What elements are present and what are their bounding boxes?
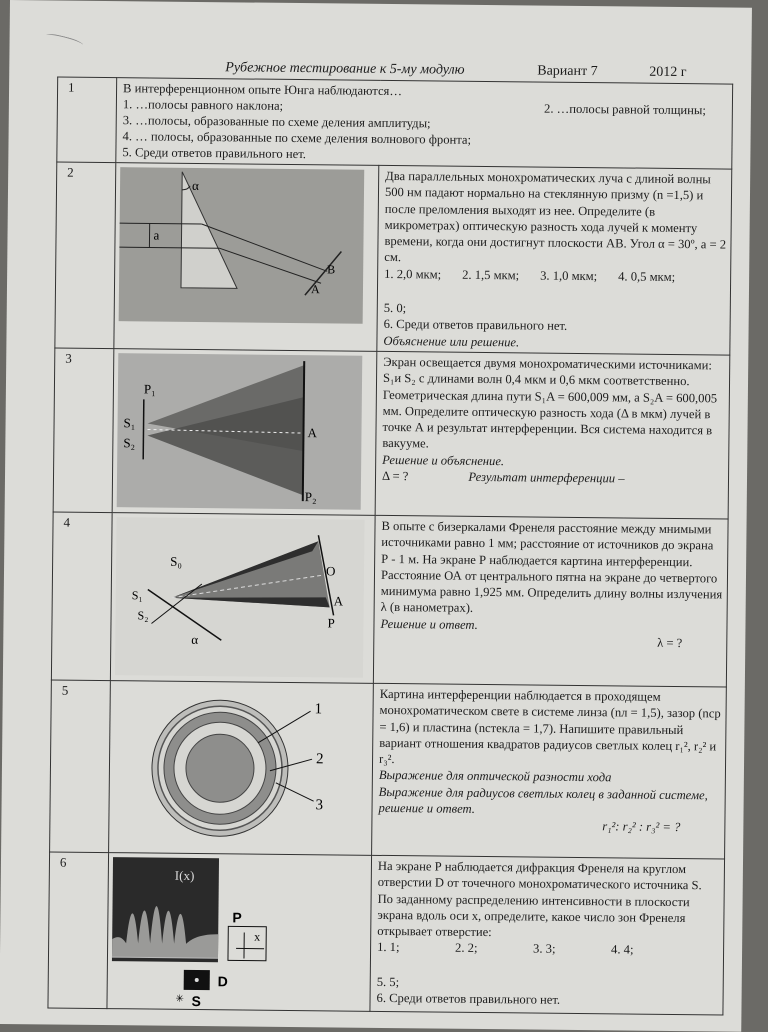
rings-figure	[109, 681, 373, 854]
q5-answer: r₁²: r₂² : r₃² = ?	[378, 816, 720, 836]
fig-S1-label: S₁	[124, 415, 136, 430]
fig-S2-label: S₂	[123, 435, 135, 450]
question-6-body	[370, 855, 725, 1015]
mirrors-figure	[111, 513, 375, 682]
question-row-5	[50, 680, 727, 859]
prism-figure	[115, 163, 379, 328]
question-6-text: На экране Р наблюдается дифракция Френеля на круглом отверстии D от точечного монохроматического источника S. По заданному распределению интенсивности в плоскости экрана вдоль оси x, определите, какое число зон Френеля открывает отверстие:	[377, 858, 720, 943]
fig-S1-label: S₁	[132, 588, 143, 602]
rings-figure-cell	[109, 681, 374, 856]
q2-option-3: 3. 1,0 мкм;	[540, 267, 600, 284]
question-2-text: Два параллельных монохроматических луча с длиной волны 500 нм падают нормально на стеклянную призму (n =1,5) и после преломления выходят из нее. Определите (в микрометрах) оптическую разность хода лучей к моменту времени, когда они достигнут плоскости АВ. Угол α = 30º, а = 2 см.	[384, 168, 727, 269]
q2-option-4: 4. 0,5 мкм;	[618, 268, 678, 285]
question-5-text: Картина интерференции наблюдается в проходящем монохроматическом свете в системе линза (nл = 1,5), зазор (nср = 1,6) и пластина (nстекла = 1,7). Напишите правильный вариант отношения квадратов радиусов светлых колец r₁², r₂² и r₃².	[379, 686, 722, 771]
year-label: 2012 г	[649, 65, 686, 81]
question-number: 1	[57, 77, 117, 163]
question-row-3	[53, 348, 730, 519]
q2-option-5: 5. 0;	[384, 300, 444, 317]
diffraction-figure-cell	[107, 853, 372, 1012]
question-table	[47, 76, 733, 1015]
question-number: 5	[50, 680, 111, 853]
fig-x-label: x	[254, 930, 260, 944]
fig-A-label: A	[334, 593, 344, 608]
fig-B-label: В	[327, 262, 335, 276]
q3-result: Результат интерференции –	[468, 469, 624, 487]
q6-option-6: 6. Среди ответов правильного нет.	[376, 990, 718, 1010]
question-number: 2	[55, 162, 116, 349]
fig-P-label: P	[232, 909, 242, 925]
test-title: Рубежное тестирование к 5-му модулю	[225, 60, 464, 79]
fig-S2-label: S₂	[137, 608, 148, 622]
fig-P1-label: P₁	[144, 381, 156, 396]
fig-a-label: а	[153, 228, 159, 243]
q1-option-4: 4. … полосы, образованные по схеме деления волнового фронта;	[122, 128, 725, 150]
question-row-6	[48, 852, 725, 1015]
fig-S-label: S	[191, 993, 201, 1009]
q4-answer: λ = ?	[380, 632, 722, 652]
q1-option-3: 3. …полосы, образованные по схеме деления амплитуды;	[123, 112, 726, 134]
q3-delta: Δ = ?	[382, 468, 409, 485]
mirrors-figure-cell	[110, 513, 375, 684]
q6-option-1: 1. 1;	[377, 939, 437, 956]
q3-note: Решение и объяснение.	[382, 452, 724, 472]
q2-option-2: 2. 1,5 мкм;	[462, 267, 522, 284]
fig-P2-label: P₂	[305, 489, 317, 504]
fig-A-label: A	[307, 425, 317, 440]
q6-options	[377, 939, 720, 993]
diffraction-figure	[107, 853, 371, 1010]
q6-option-4: 4. 4;	[611, 942, 671, 959]
q6-option-3: 3. 3;	[533, 941, 593, 958]
fig-ring-3-label: 3	[316, 797, 324, 813]
question-4-text: В опыте с бизеркалами Френеля расстояние между мнимыми источниками равно 1 мм; расстояние от источников до экрана Р - 1 м. На экране Р наблюдается картина интерференции. Расстояние ОА от центрального пятна на экране до четвертого минимума равно 1,925 мм. Определить длину волны излучения λ (в нанометрах).	[381, 518, 724, 619]
q5-note-2: Выражение для радиусов светлых колец в заданной системе, решение и ответ.	[378, 784, 720, 820]
q2-option-6: 6. Среди ответов правильного нет.	[384, 316, 726, 336]
q6-option-5: 5. 5;	[377, 974, 437, 991]
question-row-4	[51, 512, 728, 687]
q2-option-1: 1. 2,0 мкм;	[384, 266, 444, 283]
question-3-text: Экран освещается двумя монохроматическими источниками: S₁и S₂ с длинами волн 0,4 мкм и 0,6 мкм соответственно. Геометрическая длина пути S₁A = 600,009 мм, а S₂A = 600,005 мм. Определите оптическую разность хода (Δ в мкм) лучей в точке А и результат интерференции. Вся система находится в вакууме.	[382, 354, 725, 455]
question-number: 3	[53, 348, 114, 513]
staple-mark	[45, 32, 84, 48]
question-1-body	[116, 78, 733, 169]
fig-D-label: D	[218, 973, 228, 989]
question-number: 4	[51, 512, 112, 681]
q2-options	[384, 266, 727, 320]
question-1-text: В интерференционном опыте Юнга наблюдаются…	[123, 80, 726, 102]
question-2-body	[377, 165, 732, 355]
fig-P-label: P	[327, 615, 334, 630]
fig-Ix-label: I(x)	[175, 868, 195, 883]
fig-O-label: O	[326, 563, 336, 578]
q1-option-2: 2. …полосы равной толщины;	[544, 101, 706, 119]
q1-option-1: 1. …полосы равного наклона;	[123, 96, 283, 114]
question-row-2	[55, 162, 732, 355]
q6-option-2: 2. 2;	[455, 940, 515, 957]
fig-A-label: А	[311, 282, 320, 296]
question-4-body	[373, 515, 728, 687]
question-5-body	[372, 683, 727, 859]
variant-label: Вариант 7	[537, 64, 598, 81]
screen-figure	[113, 349, 377, 514]
fig-alpha-label: α	[191, 632, 198, 647]
screen-figure-cell	[112, 349, 377, 516]
fig-alpha-label: α	[192, 178, 199, 193]
source-star-icon: ✳	[175, 994, 184, 1005]
fig-ring-2-label: 2	[316, 751, 324, 767]
q4-note: Решение и ответ.	[380, 616, 722, 636]
q5-note-1: Выражение для оптической разности хода	[379, 767, 721, 787]
q2-note: Объяснение или решение.	[383, 333, 725, 353]
question-row-1	[57, 77, 733, 169]
prism-figure-cell	[114, 163, 379, 352]
q1-option-5: 5. Среди ответов правильного нет.	[122, 144, 725, 166]
question-number: 6	[48, 852, 109, 1009]
fig-S0-label: S₀	[170, 554, 182, 569]
question-3-body	[375, 351, 730, 519]
fig-ring-1-label: 1	[315, 701, 323, 717]
